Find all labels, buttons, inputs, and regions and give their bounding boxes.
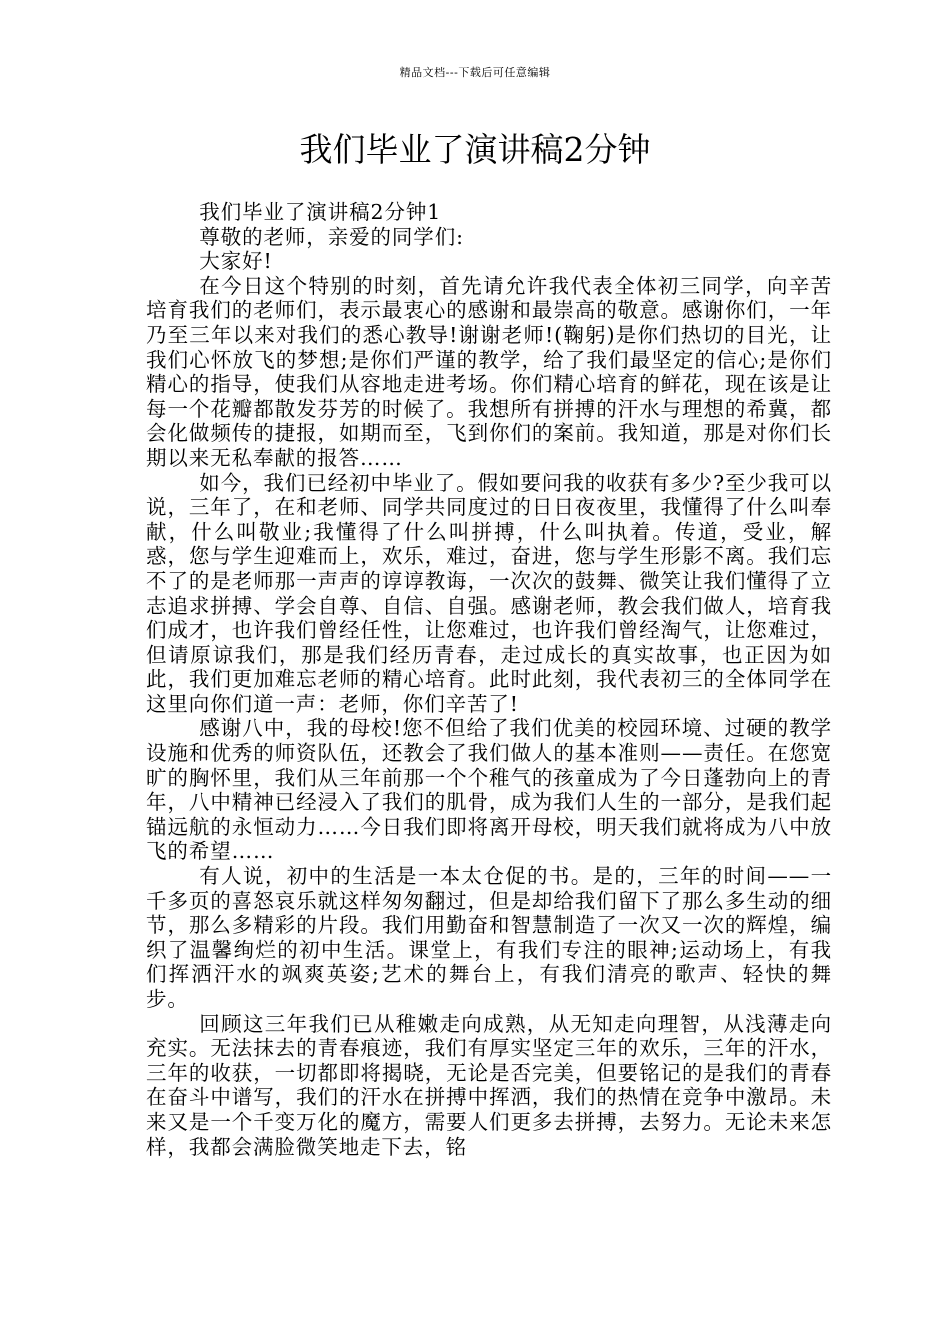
body-paragraph: 有人说，初中的生活是一本太仓促的书。是的，三年的时间——一千多页的喜怒哀乐就这样匆匆翻过，但是却给我们留下了那么多生动的细节，那么多精彩的片段。我们用勤奋和智慧制造了一次又一次的辉煌，编织了温馨绚烂的初中生活。课堂上，有我们专注的眼神;运动场上，有我们挥洒汗水的飒爽英姿;艺术的舞台上，有我们清亮的歌声、轻快的舞步。 xyxy=(146,864,832,1011)
salutation-paragraph: 尊敬的老师，亲爱的同学们: xyxy=(199,224,464,249)
body-paragraph: 如今，我们已经初中毕业了。假如要问我的收获有多少?至少我可以说，三年了，在和老师、同学共同度过的日日夜夜里，我懂得了什么叫奉献，什么叫敬业;我懂得了什么叫拼搏，什么叫执着。传道，受业，解惑，您与学生迎难而上，欢乐，难过，奋进，您与学生形影不离。我们忘不了的是老师那一声声的谆谆教诲，一次次的鼓舞、微笑让我们懂得了立志追求拼搏、学会自尊、自信、自强。感谢老师，教会我们做人，培育我们成才，也许我们曾经任性，让您难过，也许我们曾经淘气，让您难过，但请原谅我们，那是我们经历青春，走过成长的真实故事，也正因为如此，我们更加难忘老师的精心培育。此时此刻，我代表初三的全体同学在这里向你们道一声：老师，你们辛苦了! xyxy=(146,470,832,716)
document-title: 我们毕业了演讲稿2分钟 xyxy=(299,130,651,169)
running-header: 精品文档---下载后可任意编辑 xyxy=(399,66,551,79)
document-body xyxy=(146,200,832,1159)
body-paragraph: 回顾这三年我们已从稚嫩走向成熟，从无知走向理智，从浅薄走向充实。无法抹去的青春痕迹，我们有厚实坚定三年的欢乐，三年的汗水，三年的收获，一切都即将揭晓，无论是否完美，但要铭记的是我们的青春在奋斗中谱写，我们的汗水在拼搏中挥洒，我们的热情在竞争中激昂。未来又是一个千变万化的魔方，需要人们更多去拼搏，去努力。无论未来怎样，我都会满脸微笑地走下去，铭 xyxy=(146,1011,832,1159)
body-paragraph: 感谢八中，我的母校!您不但给了我们优美的校园环境、过硬的教学设施和优秀的师资队伍，还教会了我们做人的基本准则——责任。在您宽旷的胸怀里，我们从三年前那一个个稚气的孩童成为了今日蓬勃向上的青年，八中精神已经浸入了我们的肌骨，成为我们人生的一部分，是我们起锚远航的永恒动力……今日我们即将离开母校，明天我们就将成为八中放飞的希望…… xyxy=(146,716,832,864)
subtitle-paragraph: 我们毕业了演讲稿2分钟1 xyxy=(199,200,442,224)
body-paragraph: 在今日这个特别的时刻，首先请允许我代表全体初三同学，向辛苦培育我们的老师们，表示最衷心的感谢和最崇高的敬意。感谢你们，一年乃至三年以来对我们的悉心教导!谢谢老师!(鞠躬)是你们热切的目光，让我们心怀放飞的梦想;是你们严谨的教学，给了我们最坚定的信心;是你们精心的指导，使我们从容地走进考场。你们精心培育的鲜花，现在该是让每一个花瓣都散发芬芳的时候了。我想所有拼搏的汗水与理想的希冀，都会化做频传的捷报，如期而至，飞到你们的案前。我知道，那是对你们长期以来无私奉献的报答…… xyxy=(146,273,832,470)
greeting-paragraph: 大家好! xyxy=(199,249,273,274)
